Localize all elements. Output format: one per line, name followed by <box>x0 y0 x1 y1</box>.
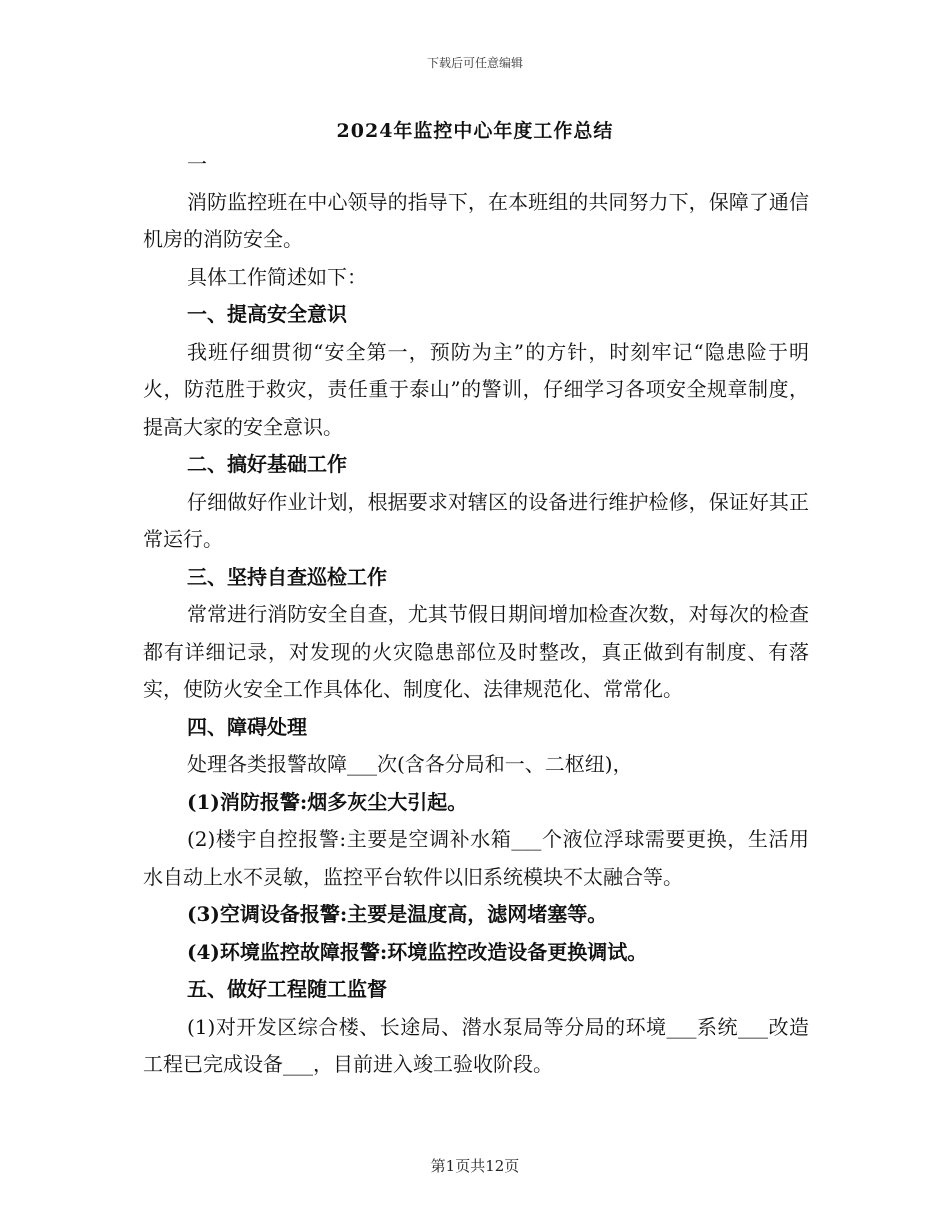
section-heading: 四、障碍处理 <box>187 714 307 739</box>
list-item: (2)楼宇自控报警:主要是空调补水箱___个液位浮球需要更换，生活用水自动上水不灵敏，监控平台软件以旧系统模块不太融合等。 <box>143 827 809 889</box>
list-item: (3)空调设备报警:主要是温度高，滤网堵塞等。 <box>187 902 608 926</box>
paragraph: 常常进行消防安全自查，尤其节假日期间增加检查次数，对每次的检查都有详细记录，对发现的火灾隐患部位及时整改，真正做到有制度、有落实，使防火安全工作具体化、制度化、法律规范化、常常化。 <box>143 602 809 701</box>
section-heading: 二、搞好基础工作 <box>187 452 347 476</box>
paragraph: 处理各类报警故障___次(含各分局和一、二枢纽)， <box>187 752 633 776</box>
paragraph: 消防监控班在中心领导的指导下，在本班组的共同努力下，保障了通信机房的消防安全。 <box>143 189 809 251</box>
page-footer: 第1页共12页 <box>430 1157 520 1175</box>
paragraph: 一 <box>187 152 207 176</box>
section-heading: 三、坚持自查巡检工作 <box>187 564 387 589</box>
paragraph: 仔细做好作业计划，根据要求对辖区的设备进行维护检修，保证好其正常运行。 <box>143 489 809 551</box>
paragraph: 具体工作简述如下： <box>187 264 367 289</box>
paragraph: 我班仔细贯彻“安全第一，预防为主”的方针，时刻牢记“隐患险于明火，防范胜于救灾，责任重于泰山”的警训，仔细学习各项安全规章制度，提高大家的安全意识。 <box>143 339 809 439</box>
list-item: (1)对开发区综合楼、长途局、潜水泵局等分局的环境___系统___改造工程已完成设备___，目前进入竣工验收阶段。 <box>143 1014 809 1076</box>
section-heading: 一、提高安全意识 <box>187 302 347 326</box>
document-title: 2024年监控中心年度工作总结 <box>336 120 614 142</box>
document-body <box>143 146 809 1084</box>
list-item: (1)消防报警:烟多灰尘大引起。 <box>187 789 468 814</box>
header-note: 下载后可任意编辑 <box>426 56 523 70</box>
list-item: (4)环境监控故障报警:环境监控改造设备更换调试。 <box>187 939 648 964</box>
section-heading: 五、做好工程随工监督 <box>187 977 387 1001</box>
